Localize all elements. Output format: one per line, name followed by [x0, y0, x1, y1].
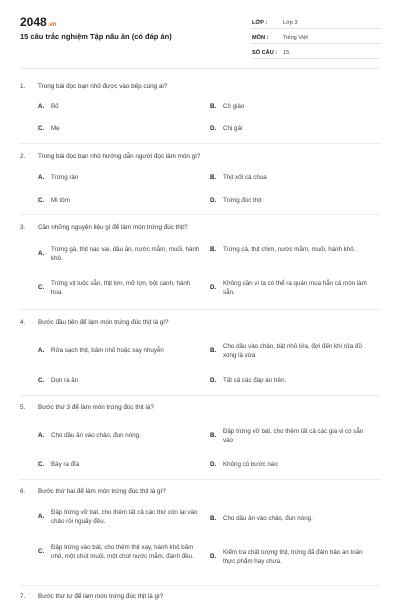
- option-letter: B.: [210, 174, 217, 181]
- option-a[interactable]: [38, 347, 164, 356]
- option-letter: D.: [210, 377, 217, 384]
- option-c[interactable]: [38, 377, 78, 386]
- option-letter: D.: [210, 197, 217, 204]
- option-letter: A.: [38, 513, 45, 521]
- option-text: Mẹ: [51, 125, 60, 132]
- question-number: 3.: [20, 224, 26, 231]
- option-text: Cho dầu ăn vào chảo, đun nóng.: [223, 515, 313, 522]
- option-b[interactable]: [210, 515, 313, 524]
- meta-value: 15: [283, 50, 290, 56]
- option-text: Trứng gà, thịt nạc vai, dầu ăn, nước mắm, muối, hành khô.: [51, 246, 200, 262]
- option-letter: B.: [210, 432, 217, 440]
- divider: [20, 143, 380, 144]
- option-b[interactable]: [210, 246, 355, 255]
- divider: [20, 585, 380, 586]
- option-letter: C.: [38, 377, 45, 384]
- option-c[interactable]: [38, 197, 70, 206]
- option-b[interactable]: [210, 174, 267, 183]
- site-logo[interactable]: [20, 15, 56, 29]
- page-title: 15 câu trắc nghiệm Tập nấu ăn (có đáp án): [20, 32, 172, 41]
- option-letter: B.: [210, 515, 217, 522]
- option-d[interactable]: [210, 549, 373, 566]
- option-text: Bày ra đĩa: [51, 461, 80, 468]
- option-d[interactable]: [210, 197, 261, 206]
- option-letter: B.: [210, 347, 217, 355]
- option-letter: B.: [210, 103, 217, 110]
- question-1: [20, 82, 380, 91]
- option-text: Thịt xốt cà chua: [223, 174, 267, 181]
- question-number: 1.: [20, 83, 26, 90]
- option-letter: D.: [210, 553, 217, 561]
- option-c[interactable]: [38, 461, 79, 470]
- meta-key: SỐ CÂU :: [252, 50, 278, 56]
- option-letter: C.: [38, 548, 45, 556]
- question-text: Bước thứ 3 để làm món trứng đúc thịt là?: [38, 404, 154, 411]
- question-text: Bước thứ hai để làm món trứng đúc thịt là gì?: [38, 488, 166, 495]
- divider: [20, 309, 380, 310]
- question-5: [20, 403, 380, 412]
- option-text: Trứng cá, thịt chim, nước mắm, muối, hành khô.: [223, 246, 356, 253]
- meta-row-count: [252, 44, 380, 59]
- option-a[interactable]: [38, 432, 141, 441]
- option-text: Chị gái: [223, 125, 243, 132]
- option-a[interactable]: [38, 174, 78, 183]
- option-b[interactable]: [210, 343, 373, 360]
- option-a[interactable]: [38, 509, 201, 526]
- option-text: Không có bước nào: [223, 461, 278, 468]
- question-text: Trong bài đọc bạn nhỏ được vào bếp cùng ai?: [38, 83, 168, 90]
- option-letter: C.: [38, 284, 45, 292]
- option-letter: D.: [210, 284, 217, 292]
- option-text: Trứng rán: [51, 174, 79, 181]
- question-text: Trong bài đọc bạn nhỏ hướng dẫn người đọc làm món gì?: [38, 153, 201, 160]
- question-number: 4.: [20, 319, 26, 326]
- meta-value: Lớp 3: [283, 20, 298, 26]
- option-c[interactable]: [38, 125, 60, 134]
- question-text: Bước đầu tiên để làm món trứng đúc thịt là gì?: [38, 319, 169, 326]
- meta-row-class: [252, 14, 380, 29]
- logo-suffix: .vn: [47, 22, 57, 28]
- option-text: Cho dầu ăn vào chảo, đun nóng.: [51, 432, 141, 439]
- option-letter: D.: [210, 461, 217, 468]
- question-6: [20, 487, 380, 496]
- question-number: 7.: [20, 593, 26, 600]
- option-letter: C.: [38, 197, 45, 204]
- option-text: Đập trứng vỡ bát, cho thêm tất cả các gia vị có sẵn vào: [223, 428, 364, 444]
- option-letter: B.: [210, 246, 217, 253]
- divider: [20, 214, 380, 215]
- option-text: Đập trứng vỡ bát, cho thêm tất cả các thứ còn lại vào chảo rồi nguấy đều.: [51, 509, 198, 525]
- option-b[interactable]: [210, 428, 373, 445]
- divider: [20, 395, 380, 396]
- divider: [20, 479, 380, 480]
- option-letter: A.: [38, 174, 45, 181]
- option-letter: D.: [210, 125, 217, 132]
- option-letter: C.: [38, 461, 45, 468]
- option-text: Bố: [51, 103, 59, 110]
- option-text: Kiểm tra chất lượng thịt, trứng đã đảm bảo an toàn thực phẩm hay chưa.: [223, 549, 363, 565]
- option-text: Không cần vì ta có thể ra quán mua hẳn cả món làm sẵn.: [223, 280, 367, 296]
- option-letter: A.: [38, 250, 45, 258]
- option-text: Cho dầu vào chảo, bật nhỏ lửa, đợi đến khi rửa đồ xong là vừa: [223, 343, 362, 359]
- question-4: [20, 318, 380, 327]
- option-d[interactable]: [210, 125, 242, 134]
- option-text: Dọn ra ăn: [51, 377, 79, 384]
- option-text: Trứng vịt luộc sẵn, thịt lợn, mỡ lợn, bột canh, hành hoa.: [51, 280, 191, 296]
- question-number: 2.: [20, 153, 26, 160]
- option-d[interactable]: [210, 280, 373, 297]
- option-c[interactable]: [38, 544, 201, 561]
- option-c[interactable]: [38, 280, 201, 297]
- option-text: Đập trứng vào bát, cho thêm thịt xay, hành khô băm nhỏ, một chút muối, một chút nước mắm, đánh đều.: [51, 544, 194, 560]
- option-text: Tất cả các đáp án trên.: [223, 377, 287, 384]
- question-text: Bước thứ tư để làm món trứng đúc thịt là gì?: [38, 593, 164, 600]
- option-d[interactable]: [210, 377, 286, 386]
- meta-key: MÔN :: [252, 35, 269, 41]
- option-text: Rửa sạch thịt, băm nhỏ hoặc xay nhuyễn: [51, 347, 164, 354]
- logo-text: 2048: [20, 15, 47, 29]
- option-text: Trứng đúc thịt: [223, 197, 262, 204]
- option-a[interactable]: [38, 103, 59, 112]
- question-2: [20, 152, 380, 161]
- option-d[interactable]: [210, 461, 278, 470]
- option-letter: C.: [38, 125, 45, 132]
- question-3: [20, 223, 380, 232]
- header-divider: [20, 68, 380, 69]
- meta-info: [252, 14, 380, 59]
- option-text: Mì tôm: [51, 197, 70, 204]
- meta-value: Tiếng Việt: [283, 35, 308, 41]
- question-number: 5.: [20, 404, 26, 411]
- question-number: 6.: [20, 488, 26, 495]
- question-text: Cần những nguyên liệu gì để làm món trứng đúc thịt?: [38, 224, 188, 231]
- option-b[interactable]: [210, 103, 244, 112]
- option-letter: A.: [38, 432, 45, 439]
- option-letter: A.: [38, 347, 45, 354]
- option-letter: A.: [38, 103, 45, 110]
- meta-row-subject: [252, 29, 380, 44]
- option-a[interactable]: [38, 246, 201, 263]
- meta-key: LỚP :: [252, 20, 268, 26]
- option-text: Cô giáo: [223, 103, 245, 110]
